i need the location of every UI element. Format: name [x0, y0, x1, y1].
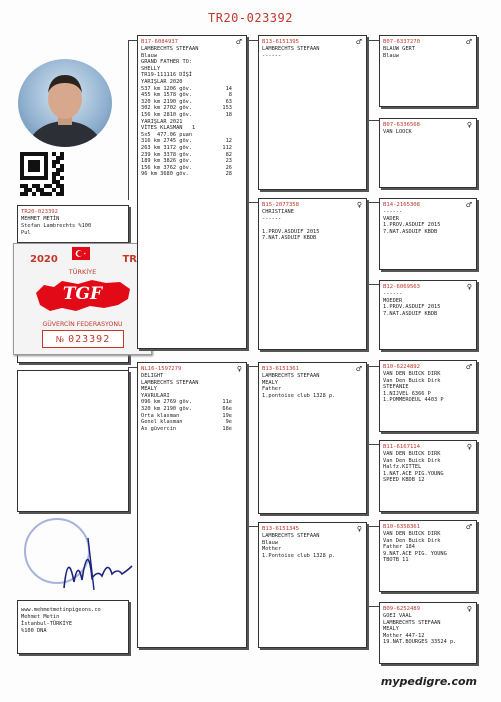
badge-number: 023392	[68, 333, 111, 345]
ancestor-ring: B13-6151395	[262, 39, 300, 45]
race-result-row	[141, 165, 246, 172]
result-race: 320 km 2190 göv.	[141, 405, 193, 412]
race-result-row	[141, 99, 246, 106]
race-result-row	[141, 158, 246, 165]
race-result-row	[141, 413, 246, 420]
result-place: 66e	[222, 405, 232, 412]
connector-line	[128, 40, 129, 200]
ancestor-info-line: ------	[262, 52, 282, 59]
connector-line	[368, 40, 379, 41]
granddam-paternal-card	[258, 198, 367, 350]
ancestor-ring: B09-6252489	[383, 606, 421, 612]
ancestor-info-line: 1.NIJVEL 6366 P	[383, 390, 431, 397]
ancestor-info-line: Blauw	[383, 52, 399, 59]
result-race: Orta klasman	[141, 412, 180, 419]
ancestor-info-line: ------	[383, 209, 403, 215]
female-symbol-icon: ♀	[466, 443, 472, 451]
owner-signature	[58, 530, 138, 600]
main-bird-strain: Stefan Lambrechts %100	[21, 223, 92, 229]
ancestor-ring: B15-2077358	[262, 202, 300, 208]
badge-federation: GÜVERCİN FEDERASYONU	[42, 321, 123, 328]
father-info-line: 5x5 477.06 puan	[141, 131, 193, 138]
ancestor-info-line: 1.PROV.ASDUIF 2015	[383, 222, 441, 229]
male-symbol-icon: ♂	[465, 201, 472, 209]
ancestor-info-line: LAMBRECHTS STEFAAN	[262, 373, 320, 379]
male-symbol-icon: ♂	[235, 38, 242, 46]
connector-line	[247, 40, 258, 41]
result-race: 263 km 3172 göv.	[141, 144, 193, 151]
result-place: 112	[222, 144, 232, 151]
female-symbol-icon: ♀	[466, 605, 472, 613]
result-race: 156 km 3762 göv.	[141, 164, 193, 171]
result-place: 14	[225, 85, 232, 92]
owner-city: İstanbul-TÜRKİYE	[21, 621, 73, 627]
ancestor-info-line: Halfz.KITTEL	[383, 464, 422, 471]
footer-brand: mypedigre.com	[380, 675, 477, 688]
female-symbol-icon: ♀	[466, 283, 472, 291]
ancestor-info-line: 19.NAT.BOURGES 33524 p.	[383, 639, 457, 646]
ancestor-info-line: 7.NAT.ASDUIF KBDB	[383, 310, 438, 317]
ancestor-info-line: Father 184	[383, 544, 415, 551]
result-place: 9e	[225, 419, 232, 426]
great-grandparent-card	[379, 35, 477, 107]
ancestor-info-line: 1.POMMEROEUL 4403 P	[383, 397, 444, 404]
father-info-line: YARIŞLAR 2021	[141, 118, 183, 125]
father-info-line: GRAND FATHER TO:	[141, 59, 193, 66]
owner-website: www.mehmetmetinpigeons.co	[21, 607, 101, 613]
connector-line	[368, 284, 379, 285]
result-race: 156 km 2810 göv.	[141, 111, 193, 118]
badge-country-code: TR	[122, 254, 137, 265]
race-result-row	[141, 86, 246, 93]
ancestor-info-line: MEALY	[262, 379, 278, 386]
ancestor-info-line: Mother 447-12	[383, 632, 425, 639]
great-grandparent-card	[379, 198, 477, 270]
connector-line	[368, 202, 369, 284]
result-race: 96 km 3680 göv.	[141, 171, 189, 178]
ancestor-info-line: LAMBRECHTS STEFAAN	[262, 533, 320, 539]
connector-line	[368, 444, 379, 445]
ancestor-ring: B07-6337270	[383, 39, 421, 45]
ancestor-info-line: STEFANIE	[383, 384, 409, 391]
result-place: 18	[225, 111, 232, 118]
female-symbol-icon: ♀	[236, 365, 242, 373]
race-result-row	[141, 171, 246, 178]
father-info-line: VİTES KLASMAN 1	[141, 125, 196, 132]
father-info-line: Blauw	[141, 52, 157, 59]
great-grandparent-card	[379, 520, 477, 592]
ancestor-ring: B13-6151345	[262, 526, 300, 532]
ancestor-info-line: 1.NAT.ACE PIG.YOUNG	[383, 470, 444, 477]
ancestor-info-line: 1.PROV.ASDUIF 2015	[262, 228, 320, 235]
father-info-line: SHELLY	[141, 65, 161, 72]
race-result-row	[141, 112, 246, 119]
ancestor-info-line: GOEI VAAL	[383, 613, 412, 619]
result-place: 26	[225, 164, 232, 171]
ancestor-ring: B07-6336568	[383, 122, 421, 128]
connector-line	[128, 367, 137, 368]
ancestor-info-line: CHRISTIANE	[262, 209, 294, 215]
result-place: 153	[222, 105, 232, 112]
connector-line	[368, 366, 379, 367]
main-bird-name: MEHMET METİN	[21, 216, 60, 222]
race-result-row	[141, 406, 246, 413]
result-race: 239 km 3378 göv.	[141, 151, 193, 158]
badge-logo-text: TGF	[62, 284, 103, 304]
ancestor-info-line: 9.NAT.ACE PIG. YOUNG	[383, 550, 447, 557]
result-race: 537 km 1206 göv.	[141, 85, 193, 92]
ancestor-info-line: VAN DEN BUICK DIRK	[383, 451, 441, 457]
male-symbol-icon: ♂	[465, 38, 472, 46]
father-info-line: TR19-111116 DİŞİ	[141, 72, 193, 79]
race-result-row	[141, 419, 246, 426]
connector-line	[247, 526, 258, 527]
main-bird-color: Pul	[21, 230, 31, 236]
male-symbol-icon: ♂	[355, 365, 362, 373]
result-place: 63	[225, 98, 232, 105]
result-race: 455 km 1578 göv.	[141, 92, 193, 99]
main-bird-ring: TR20-023392	[21, 209, 59, 215]
father-info-line: YARIŞLAR 2020	[141, 78, 183, 85]
mother-ring: NL16-1597279	[141, 366, 182, 372]
mother-info-line: MEALY	[141, 386, 157, 393]
ancestor-info-line: LAMBRECHTS STEFAAN	[262, 46, 320, 52]
great-grandparent-card	[379, 360, 477, 432]
ancestor-ring: B14-2165308	[383, 202, 421, 208]
male-symbol-icon: ♂	[465, 363, 472, 371]
ancestor-info-line: BLAUW GERT	[383, 46, 415, 52]
father-ring: B17-6084937	[141, 39, 179, 45]
result-race: 302 km 2702 göv.	[141, 105, 193, 112]
ancestor-info-line: Mother	[262, 546, 282, 553]
result-race: 096 km 2769 göv.	[141, 399, 193, 406]
ancestor-info-line: VAN DEN BUICK DIRK	[383, 531, 441, 537]
race-result-row	[141, 152, 246, 159]
ancestor-info-line: Van Den Buick Dirk	[383, 377, 441, 384]
ancestor-info-line: MEALY	[383, 626, 399, 633]
qr-code	[20, 152, 68, 200]
father-info-line: LAMBRECHTS STEFAAN	[141, 46, 199, 52]
owner-name: Mehmet Metin	[21, 614, 60, 620]
ancestor-ring: B12-6069563	[383, 284, 421, 290]
badge-number-box	[42, 330, 124, 348]
mother-info-line: YAVRULARI	[141, 392, 170, 399]
ancestor-ring: B11-6167114	[383, 444, 421, 450]
result-place: 23	[225, 158, 232, 165]
ancestor-info-line: Van Den Buick Dirk	[383, 457, 441, 464]
result-place: 11e	[222, 399, 232, 406]
owner-dna: %100 DNA	[21, 628, 47, 634]
result-race: As güvercin	[141, 425, 177, 432]
ancestor-info-line: Blauw	[262, 539, 278, 546]
connector-line	[368, 120, 379, 121]
ancestor-info-line: VAN DEN BUICK DIRK	[383, 371, 441, 377]
great-grandparent-card	[379, 440, 477, 512]
result-race: Genel klasman	[141, 419, 183, 426]
connector-line	[247, 202, 258, 203]
badge-year: 2020	[30, 254, 58, 265]
ancestor-info-line: VADER	[383, 215, 399, 222]
connector-line	[368, 366, 369, 444]
result-place: 82	[225, 151, 232, 158]
father-card	[137, 35, 247, 349]
connector-line	[247, 366, 248, 526]
result-place: 8	[228, 92, 232, 99]
female-symbol-icon: ♀	[356, 201, 362, 209]
race-result-row	[141, 105, 246, 112]
female-symbol-icon: ♀	[466, 121, 472, 129]
ancestor-info-line: LAMBRECHTS STEFAAN	[383, 619, 441, 626]
ancestor-info-line: VAN LOOCK	[383, 129, 412, 135]
ancestor-ring: B13-6151361	[262, 366, 300, 372]
owner-card	[17, 600, 129, 654]
ancestor-info-line	[262, 222, 366, 229]
mother-info-line: LAMBRECHTS STEFAAN	[141, 379, 199, 386]
race-result-row	[141, 138, 246, 145]
pedigree-title: TR20-023392	[208, 11, 293, 25]
race-result-row	[141, 145, 246, 152]
result-race: 320 km 2190 göv.	[141, 98, 193, 105]
owner-photo	[18, 59, 112, 147]
ancestor-info-line: ------	[262, 215, 282, 222]
ancestor-info-line: 1.PROV.ASDUIF 2015	[383, 304, 441, 311]
granddam-maternal-card	[258, 522, 367, 648]
connector-line	[368, 526, 379, 527]
result-place: 12	[225, 138, 232, 145]
ancestor-info-line: 7.NAT.ASDUIF KBDB	[383, 228, 438, 235]
ancestor-info-line: SPEED KBDB 12	[383, 477, 425, 484]
result-race: 316 km 2745 göv.	[141, 138, 193, 145]
ancestor-info-line: MOEDER	[383, 297, 403, 304]
ancestor-ring: B10-6224892	[383, 364, 421, 370]
race-result-row	[141, 399, 246, 406]
mother-card	[137, 362, 247, 648]
connector-line	[368, 526, 369, 606]
ancestor-info-line: 1.Pontoise club 1328 p.	[262, 552, 336, 559]
great-grandparent-card	[379, 280, 477, 350]
male-symbol-icon: ♂	[465, 523, 472, 531]
mother-info-line: DELIGHT	[141, 373, 164, 379]
connector-line	[368, 606, 379, 607]
connector-line	[368, 40, 369, 120]
female-symbol-icon: ♀	[356, 525, 362, 533]
main-bird-notes-lower	[17, 370, 129, 512]
race-result-row	[141, 92, 246, 99]
result-place: 28	[225, 171, 232, 178]
connector-line	[128, 40, 137, 41]
main-bird-card	[17, 205, 129, 243]
race-result-row	[141, 426, 246, 433]
great-grandparent-card	[379, 118, 477, 188]
connector-line	[247, 366, 258, 367]
grandsire-maternal-card	[258, 362, 367, 514]
person-portrait-icon	[18, 59, 112, 147]
ancestor-info-line: 1.pontoise club 1328 p.	[262, 392, 336, 399]
tgf-ring-badge	[13, 243, 152, 355]
ancestor-info-line: TBOTB 11	[383, 557, 409, 564]
ancestor-info-line: ------	[383, 291, 403, 297]
connector-line	[247, 40, 248, 202]
grandsire-paternal-card	[258, 35, 367, 190]
great-grandparent-card	[379, 602, 477, 664]
ancestor-info-line: 7.NAT.ASDUIF KBDB	[262, 235, 317, 242]
result-place: 18e	[222, 425, 232, 432]
connector-line	[368, 202, 379, 203]
ancestor-info-line: Father	[262, 386, 282, 393]
result-race: 189 km 3826 göv.	[141, 158, 193, 165]
male-symbol-icon: ♂	[355, 38, 362, 46]
ancestor-ring: B10-6358361	[383, 524, 421, 530]
badge-country: TÜRKİYE	[68, 268, 97, 276]
ancestor-info-line: Van Den Buick Dirk	[383, 537, 441, 544]
badge-number-prefix: №	[55, 334, 65, 344]
result-place: 19e	[222, 412, 232, 419]
turkish-flag-icon	[72, 247, 90, 260]
